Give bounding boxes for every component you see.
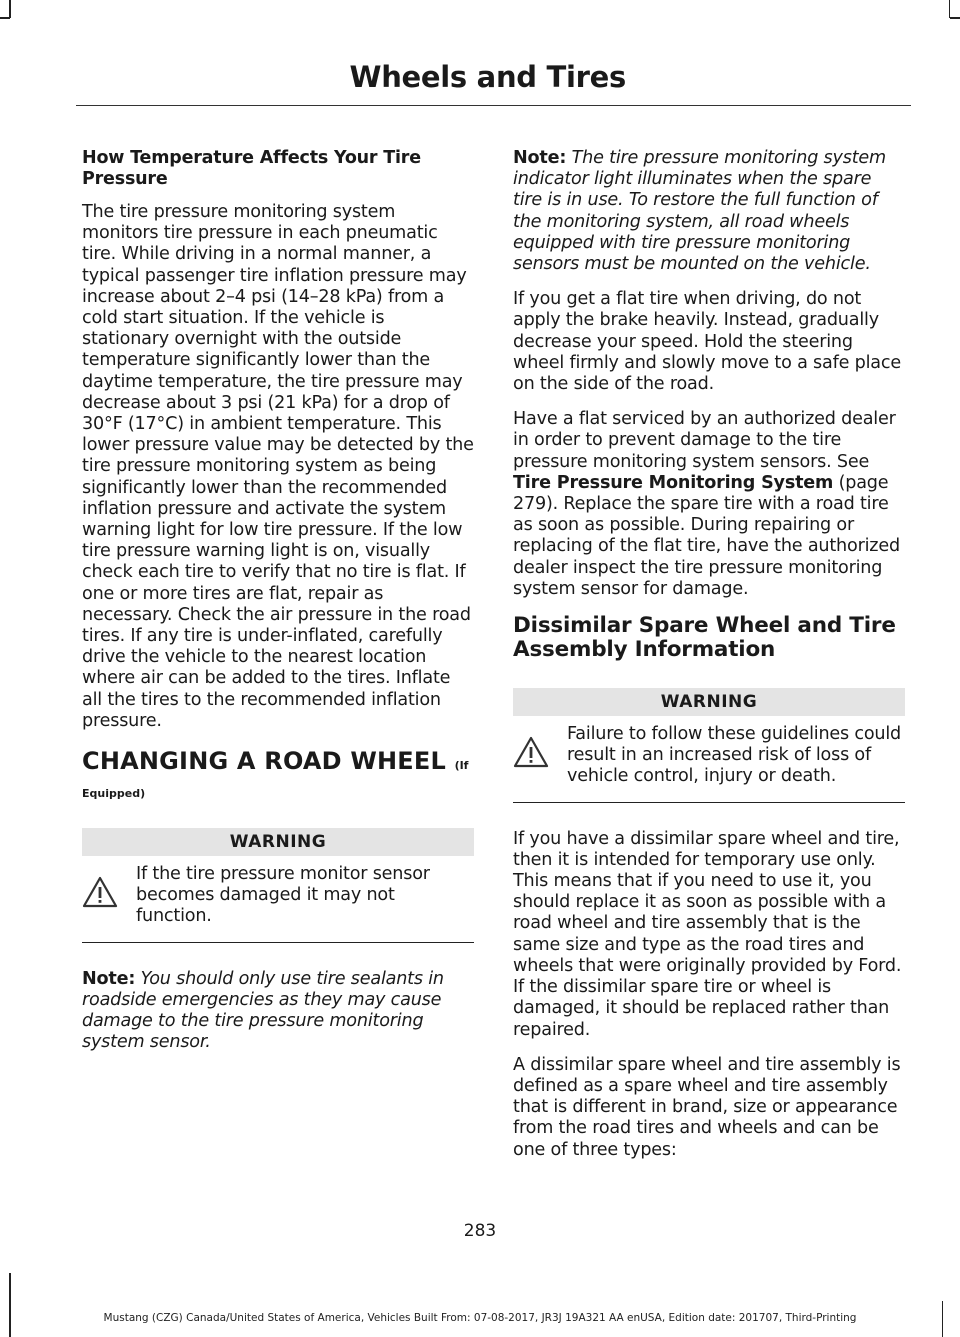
section-title — [82, 746, 474, 781]
right-column — [513, 148, 905, 1175]
flat-tire-paragraph: If you get a flat tire when driving, do not apply the brake heavily. Instead, gradually decrease your speed. Hold the steering wheel firmly and slowly move to a safe place on the side of the road. — [513, 289, 901, 395]
note-label: Note: — [82, 968, 136, 989]
warning-row — [513, 724, 905, 788]
definition-paragraph: A dissimilar spare wheel and tire assembly is defined as a spare wheel and tire assembly that is different in brand, size or appearance from the road tires and wheels and can be one of three types: — [513, 1054, 901, 1160]
spare-note-paragraph — [513, 148, 905, 275]
crop-mark — [949, 0, 951, 18]
crop-mark — [0, 17, 10, 19]
warning-label: WARNING — [513, 688, 905, 716]
page-header-title: Wheels and Tires — [349, 60, 626, 94]
warning-row — [82, 864, 474, 928]
temperature-heading: How Temperature Affects Your Tire Pressure — [82, 148, 421, 189]
crop-mark — [950, 17, 960, 19]
page-number: 283 — [463, 1221, 497, 1241]
section-title-suffix: (If — [454, 759, 469, 773]
warning-text: Failure to follow these guidelines could result in an increased risk of loss of vehicle control, injury or death. — [567, 724, 902, 787]
warning-text: If the tire pressure monitor sensor becomes damaged it may not function. — [136, 864, 430, 927]
section-title-equipped: Equipped) — [82, 787, 146, 801]
note-text: You should only use tire sealants in roadside emergencies as they may cause damage to the tire pressure monitoring system sensor. — [82, 968, 444, 1053]
dissimilar-heading: Dissimilar Spare Wheel and Tire Assembly Information — [513, 613, 896, 663]
page-footer: Mustang (CZG) Canada/United States of America, Vehicles Built From: 07-08-2017, JR3J 19A321 AA enUSA, Edition date: 201707, Third-Printing — [103, 1312, 857, 1324]
temperature-paragraph: The tire pressure monitoring system monitors tire pressure in each pneumatic tire. While driving in a normal manner, a typical passenger tire inflation pressure may increase about 2–4 psi (14–28 kPa) from a cold start situation. If the vehicle is stationary overnight with the outside temperature significantly lower than the daytime temperature, the tire pressure may decrease about 3 psi (21 kPa) for a drop of 30°F (17°C) in ambient temperature. This lower pressure value may be detected by the tire pressure monitoring system as being significantly lower than the recommended inflation pressure and activate the system warning light for low tire pressure. If the low tire pressure warning light is on, visually check each tire to verify that no tire is flat. If one or more tires are flat, repair as necessary. Check the air pressure in the road tires. If any tire is under-inflated, carefully drive the vehicle to the nearest location where air can be added to the tires. Inflate all the tires to the recommended inflation pressure. — [82, 202, 474, 731]
header-divider — [76, 105, 911, 106]
service-text-b: (page 279). Replace the spare tire with a road tire as soon as possible. During repairing or replacing of the flat tire, have the authorized dealer inspect the tire pressure monitoring system sensor for damage. — [513, 472, 900, 599]
crop-mark — [9, 1273, 11, 1337]
warning-triangle-icon — [513, 724, 567, 772]
section-title-text: CHANGING A ROAD WHEEL — [82, 747, 446, 776]
warning-box — [513, 688, 905, 803]
service-text-a: Have a flat serviced by an authorized dealer in order to prevent damage to the tire pressure monitoring system sensors. See — [513, 409, 896, 472]
left-column — [82, 148, 474, 1068]
warning-box — [82, 828, 474, 943]
warning-label: WARNING — [82, 828, 474, 856]
warning-triangle-icon — [82, 864, 136, 912]
note-label: Note: — [513, 148, 567, 168]
crop-mark — [9, 0, 11, 18]
dissimilar-paragraph: If you have a dissimilar spare wheel and tire, then it is intended for temporary use only. This means that if you need to use it, you should replace it as soon as possible with a road wheel and tire assembly that is the same size and type as the road tires and wheels that were originally provided by Ford. If the dissimilar spare tire or wheel is damaged, it should be replaced rather than repaired. — [513, 828, 902, 1040]
note-paragraph — [82, 969, 474, 1054]
service-paragraph — [513, 409, 905, 600]
tpms-reference-link[interactable]: Tire Pressure Monitoring System — [513, 472, 834, 493]
note-text: The tire pressure monitoring system indicator light illuminates when the spare tire is in use. To restore the full function of the monitoring system, all road wheels equipped with tire pressure monitoring sensors must be mounted on the vehicle. — [513, 148, 886, 275]
